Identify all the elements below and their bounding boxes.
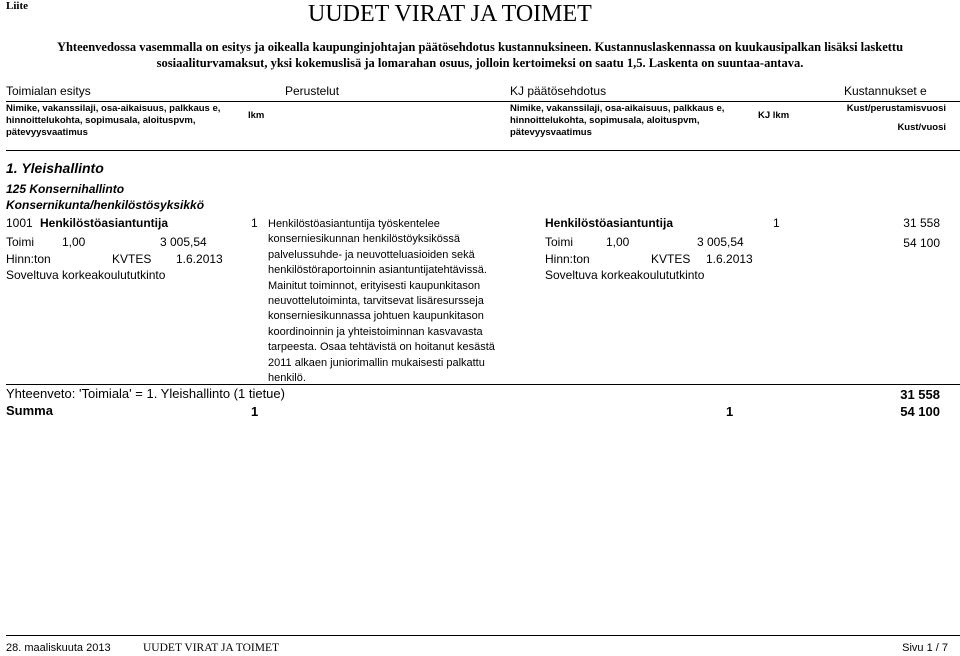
column-kust-perustamisvuosi: Kust/perustamisvuosi [846, 103, 946, 114]
yhteenveto-label: Yhteenveto: 'Toimiala' = 1. Yleishallinto (1 tietue) [6, 386, 285, 401]
kj-entry-palkka: 3 005,54 [697, 235, 744, 249]
entry-palkka: 3 005,54 [160, 235, 207, 249]
perustelut-line: koordinoinnin ja yhteistoiminnan kasvavasta [268, 325, 483, 338]
entry-aloitus: 1.6.2013 [176, 252, 223, 266]
kj-entry-osa-aikaisuus: 1,00 [606, 235, 630, 249]
column-nimike-right: Nimike, vakanssilaji, osa-aikaisuus, palkkaus e, hinnoittelukohta, sopimusala, aloituspvm, pätevyysvaatimus [510, 103, 725, 138]
perustelut-line: palvelussuhde- ja neuvotteluasioiden sekä [268, 248, 475, 261]
column-toimialan-esitys: Toimialan esitys [6, 84, 91, 98]
entry-title: Henkilöstöasiantuntija [40, 216, 169, 230]
yhteenveto-value: 31 558 [900, 387, 940, 402]
column-kust-vuosi: Kust/vuosi [897, 122, 946, 133]
perustelut-line: henkilöstöraportoinnin asiantuntijatehtävissä. [268, 264, 487, 277]
kj-entry-hinnoittelu: Hinn:ton [545, 252, 590, 266]
perustelut-line: konserniesikunnassa johtuen kaupunkitason [268, 310, 484, 323]
perustelut-line: Mainitut toiminnot, erityisesti kaupunkitason [268, 279, 481, 292]
column-perustelut: Perustelut [285, 84, 340, 98]
entry-vakanssi: Toimi [6, 235, 35, 249]
entry-vaatimus: Soveltuva korkeakoulututkinto [6, 268, 166, 282]
footer-page: Sivu 1 / 7 [902, 642, 948, 654]
perustelut-line: neuvottelutoiminta, tarvitsevat lisäresursseja [268, 295, 484, 308]
column-kj-paatosehdotus: KJ päätösehdotus [510, 84, 607, 98]
kj-entry-lkm: 1 [773, 216, 780, 230]
unit-heading: 125 Konsernihallinto [6, 182, 125, 196]
kj-entry-vaatimus: Soveltuva korkeakoulututkinto [545, 268, 705, 282]
kust-perustamisvuosi-value: 31 558 [903, 216, 940, 230]
subtitle-line-2: sosiaaliturvamaksut, yksi kokemuslisä ja lomarahan osuus, jolloin kertoimeksi on saatu 1,5. Laskenta on suuntaa-antava. [156, 56, 804, 70]
kj-entry-title: Henkilöstöasiantuntija [545, 216, 674, 230]
page-title: UUDET VIRAT JA TOIMET [308, 1, 592, 27]
subheader-rule [6, 150, 960, 151]
kj-entry-aloitus: 1.6.2013 [706, 252, 753, 266]
kust-vuosi-value: 54 100 [903, 236, 940, 250]
footer-rule [6, 635, 960, 636]
column-lkm: lkm [248, 110, 265, 121]
entry-hinnoittelu: Hinn:ton [6, 252, 51, 266]
column-nimike-left: Nimike, vakanssilaji, osa-aikaisuus, palkkaus e, hinnoittelukohta, sopimusala, aloituspvm, pätevyysvaatimus [6, 103, 221, 138]
section-heading: 1. Yleishallinto [6, 160, 104, 176]
footer-title: UUDET VIRAT JA TOIMET [143, 642, 279, 654]
entry-lkm: 1 [251, 216, 258, 230]
summa-label: Summa [6, 403, 53, 418]
subunit-heading: Konsernikunta/henkilöstösyksikkö [6, 198, 205, 212]
entry-sopimusala: KVTES [112, 252, 152, 266]
entry-perustelut [268, 217, 495, 386]
entry-osa-aikaisuus: 1,00 [62, 235, 86, 249]
footer-date: 28. maaliskuuta 2013 [6, 642, 111, 654]
perustelut-line: konserniesikunnan henkilöstöyksikössä [268, 233, 460, 246]
summa-value: 54 100 [900, 404, 940, 419]
perustelut-line: Henkilöstöasiantuntija työskentelee [268, 218, 440, 230]
kj-entry-sopimusala: KVTES [651, 252, 691, 266]
subtitle-line-1: Yhteenvedossa vasemmalla on esitys ja oikealla kaupunginjohtajan päätösehdotus kustannuksineen. Kustannuslaskennassa on kuukausipalkan lisäksi laskettu [56, 40, 904, 54]
perustelut-line: tarpeesta. Osaa tehtävistä on hoitanut kesästä [268, 341, 495, 354]
summa-kj-lkm: 1 [726, 404, 734, 419]
header-rule [6, 101, 960, 102]
perustelut-line: henkilö. [268, 372, 306, 385]
perustelut-line: 2011 alkaen juniorimallin mukaisesti palkattu [268, 356, 485, 369]
corner-label: Liite [6, 0, 28, 12]
column-kustannukset: Kustannukset e [844, 84, 927, 98]
column-kj-lkm: KJ lkm [758, 110, 790, 121]
summary-rule [6, 384, 960, 385]
kj-entry-vakanssi: Toimi [545, 235, 574, 249]
entry-code: 1001 [6, 216, 33, 230]
summa-lkm: 1 [251, 404, 259, 419]
